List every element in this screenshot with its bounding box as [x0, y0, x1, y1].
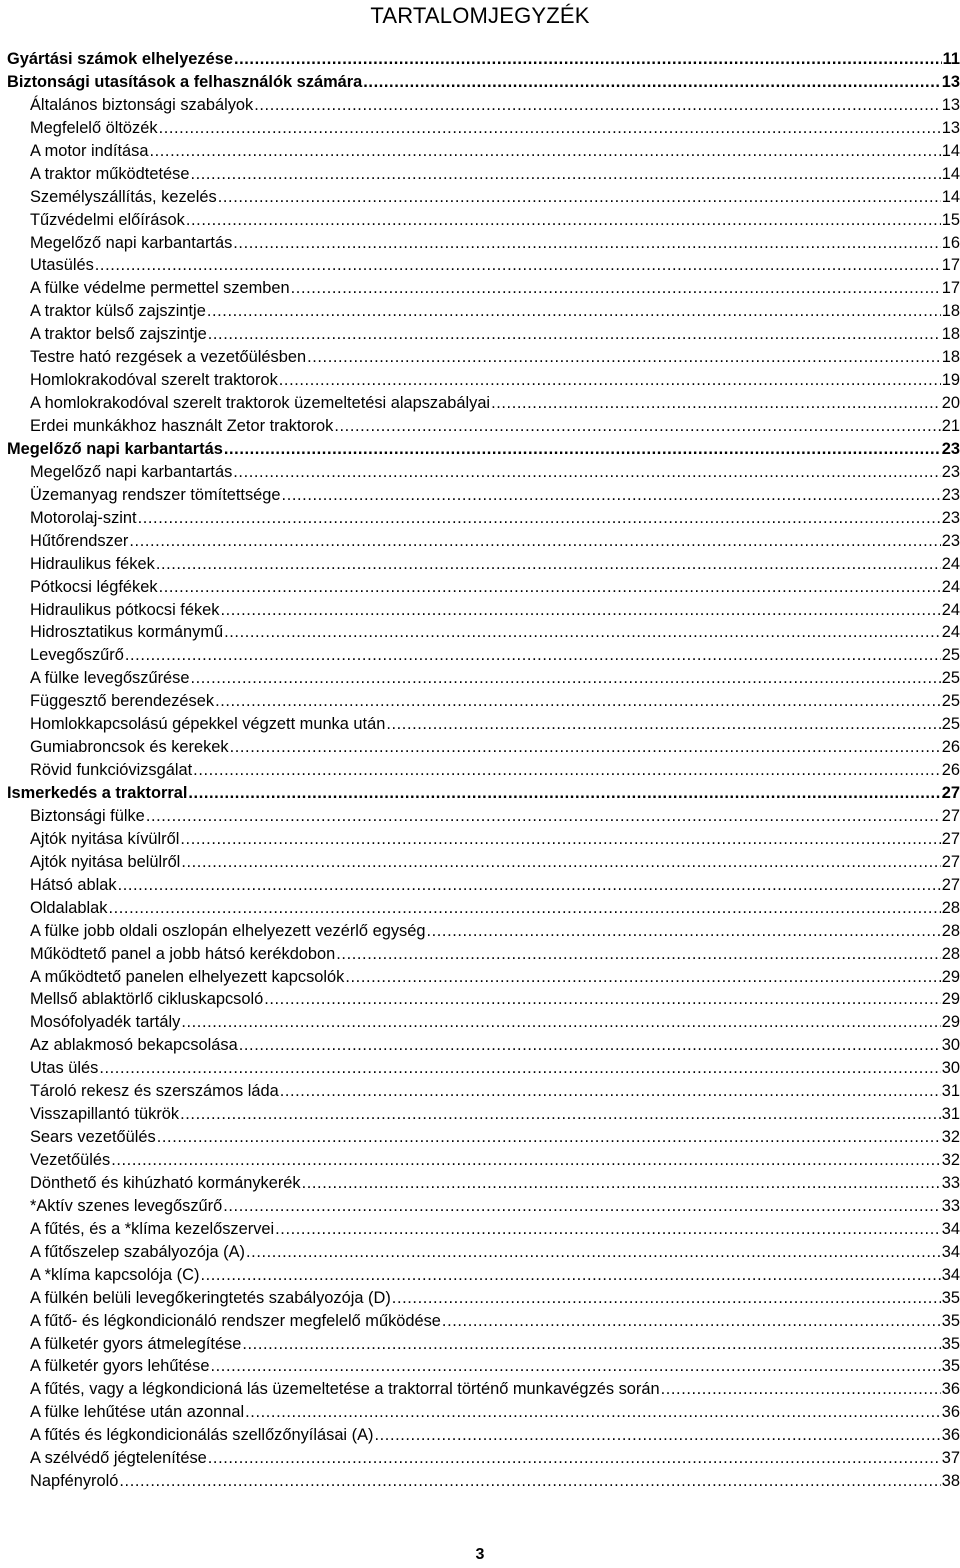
toc-entry[interactable]	[7, 94, 960, 117]
toc-entry-page: 27	[941, 829, 960, 848]
dot-leader	[246, 1241, 941, 1264]
dot-leader	[661, 1378, 941, 1401]
toc-entry-page: 13	[941, 118, 960, 137]
toc-entry[interactable]	[7, 1103, 960, 1126]
toc-entry-title: A fűtő- és légkondicionáló rendszer megfelelő működése	[30, 1311, 441, 1330]
toc-entry-page: 23	[941, 508, 960, 527]
dot-leader	[181, 1011, 940, 1034]
toc-entry-title: Homlokrakodóval szerelt traktorok	[30, 371, 278, 390]
dot-leader	[275, 1218, 941, 1241]
toc-entry-title: Hűtőrendszer	[30, 531, 129, 550]
dot-leader	[208, 1447, 941, 1470]
toc-entry[interactable]	[7, 1378, 960, 1401]
toc-entry-page: 25	[941, 715, 960, 734]
toc-entry-title: A fülketér gyors átmelegítése	[30, 1334, 242, 1353]
toc-entry[interactable]	[7, 644, 960, 667]
dot-leader	[190, 667, 940, 690]
dot-leader	[374, 1424, 940, 1447]
toc-entry[interactable]	[7, 805, 960, 828]
toc-entry-title: Általános biztonsági szabályok	[30, 95, 254, 114]
toc-entry[interactable]	[7, 1218, 960, 1241]
toc-entry-page: 35	[941, 1311, 960, 1330]
toc-entry-page: 30	[941, 1059, 960, 1078]
toc-entry-page: 26	[941, 761, 960, 780]
dot-leader	[242, 1333, 940, 1356]
toc-entry[interactable]	[7, 1447, 960, 1470]
toc-entry-title: A traktor belső zajszintje	[30, 325, 207, 344]
toc-entry-title: Ismerkedés a traktorral	[7, 784, 188, 802]
toc-entry-title: Személyszállítás, kezelés	[30, 187, 217, 206]
toc-entry[interactable]	[7, 1195, 960, 1218]
toc-entry-page: 27	[941, 852, 960, 871]
toc-entry[interactable]	[7, 1080, 960, 1103]
dot-leader	[146, 805, 941, 828]
page-number: 3	[475, 1546, 485, 1563]
toc-entry-title: Megfelelő öltözék	[30, 118, 158, 137]
dot-leader	[345, 966, 940, 989]
dot-leader	[282, 484, 941, 507]
toc-entry[interactable]	[7, 232, 960, 255]
dot-leader	[442, 1310, 941, 1333]
toc-entry-page: 34	[941, 1242, 960, 1261]
toc-entry[interactable]	[7, 461, 960, 484]
toc-entry-page: 17	[941, 256, 960, 275]
toc-entry-title: Megelőző napi karbantartás	[30, 233, 233, 252]
toc-entry-page: 36	[941, 1380, 960, 1399]
dot-leader	[207, 300, 941, 323]
dot-leader	[233, 461, 940, 484]
toc-section-entry[interactable]	[7, 438, 960, 461]
toc-entry-title: Pótkocsi légfékek	[30, 577, 158, 596]
dot-leader	[224, 438, 941, 461]
toc-entry-title: Utasülés	[30, 256, 94, 275]
dot-leader	[180, 828, 940, 851]
toc-entry-title: Mosófolyadék tartály	[30, 1013, 181, 1032]
toc-entry[interactable]	[7, 713, 960, 736]
dot-leader	[193, 759, 941, 782]
toc-entry[interactable]	[7, 254, 960, 277]
toc-entry-page: 32	[941, 1151, 960, 1169]
toc-entry-page: 35	[941, 1357, 960, 1376]
toc-entry-page: 24	[941, 623, 960, 642]
toc-entry-title: A fülke lehűtése után azonnal	[30, 1403, 245, 1422]
toc-entry-title: A fűtés, vagy a légkondicioná lás üzemeltetése a traktorral történő munkavégzés során	[30, 1380, 660, 1399]
dot-leader	[221, 599, 941, 622]
toc-entry-page: 27	[941, 784, 960, 802]
toc-entry-page: 28	[941, 898, 960, 917]
toc-entry-page: 27	[941, 806, 960, 825]
dot-leader	[149, 140, 940, 163]
toc-entry[interactable]	[7, 209, 960, 232]
toc-entry[interactable]	[7, 690, 960, 713]
toc-entry[interactable]	[7, 1333, 960, 1356]
toc-entry-title: Ajtók nyitása kívülről	[30, 829, 180, 848]
toc-entry-page: 18	[941, 302, 960, 321]
toc-entry-page: 28	[941, 921, 960, 940]
toc-entry[interactable]	[7, 553, 960, 576]
toc-entry-title: A motor indítása	[30, 141, 149, 160]
toc-entry-page: 31	[941, 1105, 960, 1124]
dot-leader	[336, 943, 940, 966]
toc-entry-page: 21	[941, 417, 960, 435]
dot-leader	[159, 576, 941, 599]
toc-entry[interactable]	[7, 943, 960, 966]
dot-leader	[159, 117, 941, 140]
toc-entry-title: Megelőző napi karbantartás	[7, 439, 223, 458]
toc-entry-title: Hidrosztatikus kormánymű	[30, 623, 224, 642]
toc-entry[interactable]	[7, 392, 960, 415]
dot-leader	[108, 897, 940, 920]
toc-entry-title: Sears vezetőülés	[30, 1128, 156, 1147]
toc-entry-title: Rövid funkcióvizsgálat	[30, 761, 193, 780]
toc-entry-title: Erdei munkákhoz használt Zetor traktorok	[30, 417, 334, 435]
toc-entry-title: Megelőző napi karbantartás	[30, 462, 233, 481]
toc-entry[interactable]	[7, 1310, 960, 1333]
toc-entry[interactable]	[7, 140, 960, 163]
dot-leader	[233, 232, 940, 255]
toc-entry[interactable]	[7, 484, 960, 507]
toc-entry-title: Üzemanyag rendszer tömítettsége	[30, 485, 281, 504]
dot-leader	[211, 1355, 941, 1378]
toc-entry-title: Napfényroló	[30, 1472, 119, 1491]
table-of-contents	[7, 48, 960, 1493]
toc-entry-title: *Aktív szenes levegőszűrő	[30, 1196, 223, 1215]
dot-leader	[215, 690, 941, 713]
toc-entry[interactable]	[7, 300, 960, 323]
toc-entry-page: 19	[941, 371, 960, 390]
toc-entry[interactable]	[7, 759, 960, 782]
toc-entry-title: Gumiabroncsok és kerekek	[30, 738, 229, 757]
toc-entry-title: A működtető panelen elhelyezett kapcsolók	[30, 967, 345, 986]
toc-entry-page: 30	[941, 1036, 960, 1055]
dot-leader	[279, 369, 941, 392]
toc-entry[interactable]	[7, 1470, 960, 1493]
toc-entry[interactable]	[7, 1126, 960, 1149]
toc-entry[interactable]	[7, 163, 960, 186]
toc-entry[interactable]	[7, 874, 960, 897]
toc-entry-page: 14	[941, 164, 960, 183]
toc-entry-title: Az ablakmosó bekapcsolása	[30, 1036, 238, 1055]
dot-leader	[280, 1080, 941, 1103]
dot-leader	[218, 186, 941, 209]
toc-entry-page: 25	[941, 692, 960, 711]
toc-entry-page: 14	[941, 187, 960, 206]
toc-entry[interactable]	[7, 277, 960, 300]
toc-entry-title: Levegőszűrő	[30, 646, 124, 665]
toc-entry-page: 18	[941, 325, 960, 344]
toc-entry-page: 29	[941, 967, 960, 986]
toc-entry-title: A traktor működtetése	[30, 164, 190, 183]
dot-leader	[125, 644, 941, 667]
toc-entry-page: 33	[941, 1196, 960, 1215]
dot-leader	[264, 988, 941, 1011]
dot-leader	[302, 1172, 941, 1195]
toc-entry-page: 29	[941, 990, 960, 1009]
toc-entry-title: Függesztő berendezések	[30, 692, 215, 711]
toc-entry-page: 33	[941, 1173, 960, 1192]
toc-entry[interactable]	[7, 323, 960, 346]
toc-entry-page: 35	[941, 1334, 960, 1353]
toc-entry-page: 38	[941, 1472, 960, 1491]
toc-entry-page: 18	[941, 348, 960, 367]
toc-entry-page: 24	[941, 577, 960, 596]
dot-leader	[156, 553, 941, 576]
toc-section-entry[interactable]	[7, 782, 960, 805]
toc-entry-page: 25	[941, 646, 960, 665]
dot-leader	[208, 323, 941, 346]
toc-entry-title: A fűtés, és a *klíma kezelőszervei	[30, 1219, 275, 1238]
toc-entry-page: 23	[941, 462, 960, 481]
toc-entry[interactable]	[7, 1034, 960, 1057]
dot-leader	[239, 1034, 941, 1057]
toc-entry-page: 26	[941, 738, 960, 757]
toc-entry[interactable]	[7, 1241, 960, 1264]
toc-entry-title: Motorolaj-szint	[30, 508, 137, 527]
toc-entry-title: A traktor külső zajszintje	[30, 302, 206, 321]
dot-leader	[254, 94, 941, 117]
toc-entry-page: 20	[941, 394, 960, 413]
toc-entry-title: Tűzvédelmi előírások	[30, 210, 185, 229]
toc-entry-page: 37	[941, 1449, 960, 1468]
toc-entry[interactable]	[7, 1401, 960, 1424]
toc-entry-title: Hidraulikus fékek	[30, 554, 155, 573]
toc-entry-title: Ajtók nyitása belülről	[30, 852, 181, 871]
toc-entry[interactable]	[7, 576, 960, 599]
dot-leader	[491, 392, 941, 415]
toc-entry[interactable]	[7, 621, 960, 644]
toc-entry-page: 15	[941, 210, 960, 229]
dot-leader	[392, 1287, 941, 1310]
toc-entry-title: A homlokrakodóval szerelt traktorok üzemeltetési alapszabályai	[30, 394, 491, 413]
dot-leader	[118, 874, 941, 897]
toc-entry[interactable]	[7, 186, 960, 209]
toc-entry[interactable]	[7, 369, 960, 392]
dot-leader	[181, 851, 940, 874]
toc-entry-title: A fülke védelme permettel szemben	[30, 279, 290, 298]
page-title: TARTALOMJEGYZÉK	[370, 3, 590, 28]
toc-entry[interactable]	[7, 530, 960, 553]
toc-entry-title: A fülketér gyors lehűtése	[30, 1357, 210, 1376]
toc-entry[interactable]	[7, 966, 960, 989]
toc-entry-title: Biztonsági fülke	[30, 806, 145, 825]
toc-entry[interactable]	[7, 1149, 960, 1172]
toc-entry-title: Biztonsági utasítások a felhasználók számára	[7, 72, 363, 91]
toc-entry-page: 24	[941, 600, 960, 619]
toc-entry[interactable]	[7, 1287, 960, 1310]
toc-entry-title: A fülke levegőszűrése	[30, 669, 190, 688]
dot-leader	[119, 1470, 940, 1493]
toc-entry-page: 28	[941, 944, 960, 963]
toc-entry-title: Hidraulikus pótkocsi fékek	[30, 600, 220, 619]
toc-entry-title: Gyártási számok elhelyezése	[7, 50, 233, 68]
toc-entry-title: Utas ülés	[30, 1059, 99, 1078]
dot-leader	[307, 346, 941, 369]
toc-entry-title: Visszapillantó tükrök	[30, 1105, 180, 1124]
toc-entry-page: 27	[941, 875, 960, 894]
toc-entry-page: 14	[941, 141, 960, 160]
toc-entry[interactable]	[7, 920, 960, 943]
toc-entry[interactable]	[7, 1355, 960, 1378]
toc-entry[interactable]	[7, 1057, 960, 1080]
toc-entry-page: 36	[941, 1426, 960, 1445]
toc-entry-title: Testre ható rezgések a vezetőülésben	[30, 348, 307, 367]
toc-entry-title: A fülke jobb oldali oszlopán elhelyezett vezérlő egység	[30, 921, 426, 940]
toc-entry[interactable]	[7, 828, 960, 851]
toc-entry[interactable]	[7, 988, 960, 1011]
toc-entry-title: A fűtőszelep szabályozója (A)	[30, 1242, 246, 1261]
toc-entry-title: Oldalablak	[30, 898, 108, 917]
dot-leader	[291, 277, 941, 300]
toc-entry-page: 35	[941, 1288, 960, 1307]
toc-entry-page: 23	[941, 485, 960, 504]
toc-entry-page: 17	[941, 279, 960, 298]
toc-entry[interactable]	[7, 507, 960, 530]
toc-entry-title: Vezetőülés	[30, 1151, 111, 1169]
toc-entry[interactable]	[7, 851, 960, 874]
toc-entry-page: 25	[941, 669, 960, 688]
toc-entry[interactable]	[7, 1264, 960, 1287]
dot-leader	[363, 71, 941, 94]
toc-entry-page: 36	[941, 1403, 960, 1422]
toc-entry-title: Homlokkapcsolású gépekkel végzett munka után	[30, 715, 386, 734]
toc-section-entry[interactable]	[7, 48, 960, 71]
toc-entry-title: A *klíma kapcsolója (C)	[30, 1265, 200, 1284]
toc-entry-title: Tároló rekesz és szerszámos láda	[30, 1082, 279, 1101]
dot-leader	[224, 621, 941, 644]
toc-entry-page: 23	[941, 439, 960, 458]
toc-entry[interactable]	[7, 1424, 960, 1447]
dot-leader	[200, 1264, 940, 1287]
toc-entry-page: 34	[941, 1265, 960, 1284]
toc-entry[interactable]	[7, 1011, 960, 1034]
toc-entry[interactable]	[7, 346, 960, 369]
dot-leader	[99, 1057, 940, 1080]
dot-leader	[234, 48, 942, 71]
toc-entry-page: 13	[941, 72, 960, 91]
toc-entry-page: 16	[941, 233, 960, 252]
dot-leader	[245, 1401, 941, 1424]
toc-entry-title: Dönthető és kihúzható kormánykerék	[30, 1173, 301, 1192]
toc-entry-title: Hátsó ablak	[30, 875, 117, 894]
toc-section-entry[interactable]	[7, 71, 960, 94]
toc-entry[interactable]	[7, 667, 960, 690]
toc-entry-page: 24	[941, 554, 960, 573]
dot-leader	[188, 782, 940, 805]
dot-leader	[180, 1103, 941, 1126]
toc-entry-page: 23	[941, 531, 960, 550]
toc-entry-page: 29	[941, 1013, 960, 1032]
dot-leader	[386, 713, 940, 736]
dot-leader	[190, 163, 940, 186]
toc-entry[interactable]	[7, 897, 960, 920]
toc-entry[interactable]	[7, 1172, 960, 1195]
toc-entry-title: A fülkén belüli levegőkeringtetés szabályozója (D)	[30, 1288, 391, 1307]
dot-leader	[223, 1195, 941, 1218]
toc-entry-title: A fűtés és légkondicionálás szellőzőnyílásai (A)	[30, 1426, 374, 1445]
dot-leader	[138, 507, 941, 530]
toc-entry[interactable]	[7, 117, 960, 140]
dot-leader	[230, 736, 941, 759]
toc-entry-page: 11	[942, 50, 960, 68]
dot-leader	[186, 209, 941, 232]
dot-leader	[111, 1149, 941, 1172]
dot-leader	[334, 415, 940, 438]
toc-entry-title: Működtető panel a jobb hátsó kerékdobon	[30, 944, 336, 963]
toc-entry-page: 34	[941, 1219, 960, 1238]
toc-entry[interactable]	[7, 736, 960, 759]
toc-entry-page: 13	[941, 95, 960, 114]
dot-leader	[95, 254, 941, 277]
toc-entry[interactable]	[7, 415, 960, 438]
dot-leader	[157, 1126, 941, 1149]
dot-leader	[426, 920, 940, 943]
toc-entry[interactable]	[7, 599, 960, 622]
toc-entry-title: Mellső ablaktörlő cikluskapcsoló	[30, 990, 264, 1009]
dot-leader	[129, 530, 940, 553]
toc-entry-page: 31	[941, 1082, 960, 1101]
toc-entry-page: 32	[941, 1128, 960, 1147]
toc-entry-title: A szélvédő jégtelenítése	[30, 1449, 207, 1468]
